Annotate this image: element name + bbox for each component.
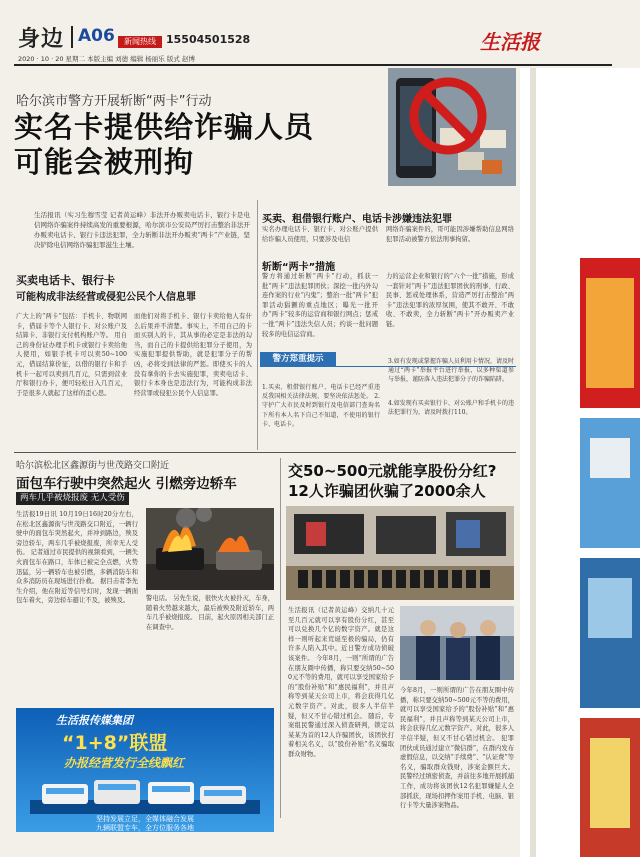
reminder-col3: 4.如发现有买卖银行卡、对公账户和手机卡的违法犯罪行为，请及时拨打110。 <box>388 400 514 417</box>
measure-title: 斩断“两卡”措施 <box>262 262 336 273</box>
fraud-photo-police <box>400 606 514 680</box>
lead-photo <box>388 68 516 186</box>
lead-kicker: 哈尔滨市警方开展斩断“两卡”行动 <box>16 94 212 109</box>
fire-sub: 两车几乎被烧报废 无人受伤 <box>16 492 129 505</box>
ad-brand: 生活报传媒集团 <box>56 714 133 727</box>
header-rule <box>14 64 612 66</box>
buy-col1: 广大上的“两卡”包括：手机卡、物联网卡，借届卡等个人银行卡、对公账户及结算卡、非银行支付机构账户等。 用自己的身份证办理手机卡或银行卡卖给他人使用，如银手机卡可以卖50~100元，借届结算价征，以借的银行卡和手机卡一起可以卖到几百元，只需到营业厅和银行办卡，便可轻松日入几百元，于是很多人就起了这样的歪心思。 <box>16 313 127 397</box>
bus-fleet-icon <box>30 770 260 814</box>
fire-photo <box>146 508 274 590</box>
hotline-number: 15504501528 <box>166 33 251 46</box>
phone-simcard-ban-icon <box>388 68 516 186</box>
buy-title-2: 可能构成非法经营或侵犯公民个人信息罪 <box>16 292 196 303</box>
burning-car-icon <box>146 508 274 590</box>
rent-col1: 实名办理电话卡、银行卡、对公账户提供给诈骗人员使用，只要涉及电信 <box>262 226 378 243</box>
fraud-col1: 生活报讯（记者黄运峰）交纳几十元至几百元就可以享有股份分红，甚至可以兑换几个亿的数字资产。就是这样一则听起来荒诞至极的骗局，仍有许多人陷入其中。近日警方成功侦破该案件。 今年8月，一则“所谓的广告在朋友圈中传播，称只要交纳50~500元不等的费用，就可以享受国家给予的“股份补贴”和“惠民福利”，并且声称等到某天公司上市，将会获得几亿元数字资产。对此，很多人半信半疑，但又不甘心错过机会。 随后，专案组民警通过深入侦查研判，锁定以某某为首的12人诈骗团伙，该团伙打着相关名义，以“股份补贴”名义骗取群众财物。 <box>288 607 394 758</box>
ad-subtitle: 办报经营发行全线飘红 <box>64 756 185 770</box>
section-title: 身边 <box>18 27 65 52</box>
mid-rule <box>14 452 516 453</box>
fire-col2: 警电话。 另先生说，很快火火被扑灭，车身，随着火势越来越大，最后被殃及附近轿车，两车几乎被烧报废。 目前，起火原因相关部门正在调查中。 <box>146 595 274 631</box>
fire-title: 面包车行驶中突然起火 引燃旁边轿车 <box>16 476 237 492</box>
lead-intro: 生活报讯（实习生穆雪莹 记者黄运峰）非法开办贩卖电话卡、银行卡是电信网络诈骗案件持续高发的重要根源，哈尔滨市公安局严厉打击整治非法开办贩卖电话卡、银行卡违法犯罪，全力斩断非法开办贩卖“两卡”产业链，坚决铲除电信网络诈骗犯罪滋生土壤。 <box>34 211 250 249</box>
side-strip-photos <box>580 258 640 857</box>
page-number: A06 <box>78 26 115 46</box>
fraud-title-1: 交50~500元就能享股份分红? <box>288 462 497 480</box>
lead-title-line1: 实名卡提供给诈骗人员 <box>14 110 315 144</box>
column-divider-2 <box>280 458 281 818</box>
header-divider <box>71 26 73 48</box>
measure-col1: 警方将通过斩断“两卡”行动，抓获一批“两卡”违法犯罪团伙；深挖一批内外勾连作案的行业“内鬼”；整治一批“两卡”犯罪活动猖獗的重点地区；曝光一批开办“两卡”较多的运营商和银行网点；惩戒一批“两卡”违法失信人员；约谈一批问题较多的电信运营商。 <box>262 273 378 338</box>
page-header <box>0 0 640 68</box>
ad-footer-2: 九辆联盟专车，全方位服务各地 <box>96 824 194 832</box>
buy-title-1: 买卖电话卡、银行卡 <box>16 274 115 287</box>
buy-col2: 而他们对将手机卡、银行卡卖给他人有什么后果并不清楚。事实上，不用自己的卡而买别人的卡，其从事的必定是非法的勾当，而自己的卡提供给犯罪分子使用，为实施犯罪提供帮助，就是犯罪分子的帮凶，必将受到法律的严惩。即使买卡的人没有拿你的卡去实施犯罪，卖卖电话卡、银行卡本身也是违法行为，可能构成非法经营罪或侵犯公民个人信息罪。 <box>134 313 252 397</box>
reminder-col1: 1.买卖、租借银行账户、电话卡已经严重违反我国相关法律法规，要坚决依法惩处。 2.守护广大市民及时到银行及电信部门查询名下所有本人名下自己不知道，不使用的银行卡、电话卡。 <box>262 384 380 428</box>
measure-col2: 力的运营企业和银行的“六个一批”措施，形成一套针对“两卡”违法犯罪团伙的刑事、行政、民事、惩戒处理体系，营造严厉打击整治“两卡”违法犯罪的浓厚氛围，使其不敢开、不敢收、不敢卖，全力斩断“两卡”开办贩卖产业链。 <box>386 273 514 328</box>
seized-phones-icon <box>286 506 514 600</box>
fire-col1: 生活报19日讯 10月19日16时20分左右，在松北区鑫源街与世茂路交口附近，一辆行驶中的面包车突然起火，并冲到路边，殃及旁边轿车，两车几乎被烧报废，所幸无人受伤。 记者通过市民提供的视频看到，一辆失火面包车在路口，车体已被完全点燃，火势迅猛，另一辆轿车也被引燃，多辆消防车和众多消防员在现场进行扑救。 据目击者李先生介绍，他在附近等信号灯时，发现一辆面包车着火，旁边轿车避让不及，被殃及。 <box>16 511 138 605</box>
fraud-title-2: 12人诈骗团伙骗了2000余人 <box>288 482 486 500</box>
police-officers-icon <box>400 606 514 680</box>
fraud-photo-evidence <box>286 506 514 600</box>
hotline-label: 新闻热线 <box>118 36 162 48</box>
fire-kicker: 哈尔滨松北区鑫源街与世茂路交口附近 <box>16 461 170 471</box>
reminder-col2: 3.如有发现或掌握诈骗人员利用卡情况，请及时通过“两卡”举报平台进行举报，以多种渠道参与举报，谨防落入违法犯罪分子的诈骗陷阱。 <box>388 358 514 384</box>
newspaper-logo: 生活报 <box>480 30 540 54</box>
rent-col2: 网络诈骗案件的，哥可能因涉嫌帮助信息网络犯罪活动被警方依法刑事拘留。 <box>386 226 514 243</box>
fraud-col2: 今年8月，一则所谓的广告在朋友圈中传播，称只要交纳50~500元不等的费用，就可以享受国家给予的“股份补贴”和“惠民福利”，并且声称等到某天公司上市，将会获得几亿元数字资产。对此，很多人半信半疑，但又不甘心错过机会。 犯罪团伙成员通过建立“微信群”，在群内发布虚假信息，以交纳“手续费”、“认证费”等名义，骗取群众钱财，涉案金额巨大。 民警经过缜密侦查，并前往多地开展抓捕工作，成功将该团伙12名犯罪嫌疑人全部抓获，现场扣押作案用手机、电脑、银行卡等大量涉案物品。 <box>400 687 514 810</box>
column-divider <box>257 200 258 450</box>
ad-banner <box>16 708 274 832</box>
header-meta: 2020 · 10 · 20 星期二 本版主编 刘德 编辑 杨丽乐 版式 赵博 <box>18 55 195 63</box>
lead-title-line2: 可能会被刑拘 <box>14 145 195 179</box>
reminder-label: 警方郑重提示 <box>260 352 336 366</box>
rent-title: 买卖、租借银行账户、电话卡涉嫌违法犯罪 <box>262 214 452 225</box>
ad-footer-1: 坚持发展立足，全媒体融合发展 <box>96 815 194 823</box>
side-decor-bar <box>530 68 536 857</box>
ad-title: “1+8”联盟 <box>62 732 168 754</box>
side-strip <box>520 68 640 857</box>
